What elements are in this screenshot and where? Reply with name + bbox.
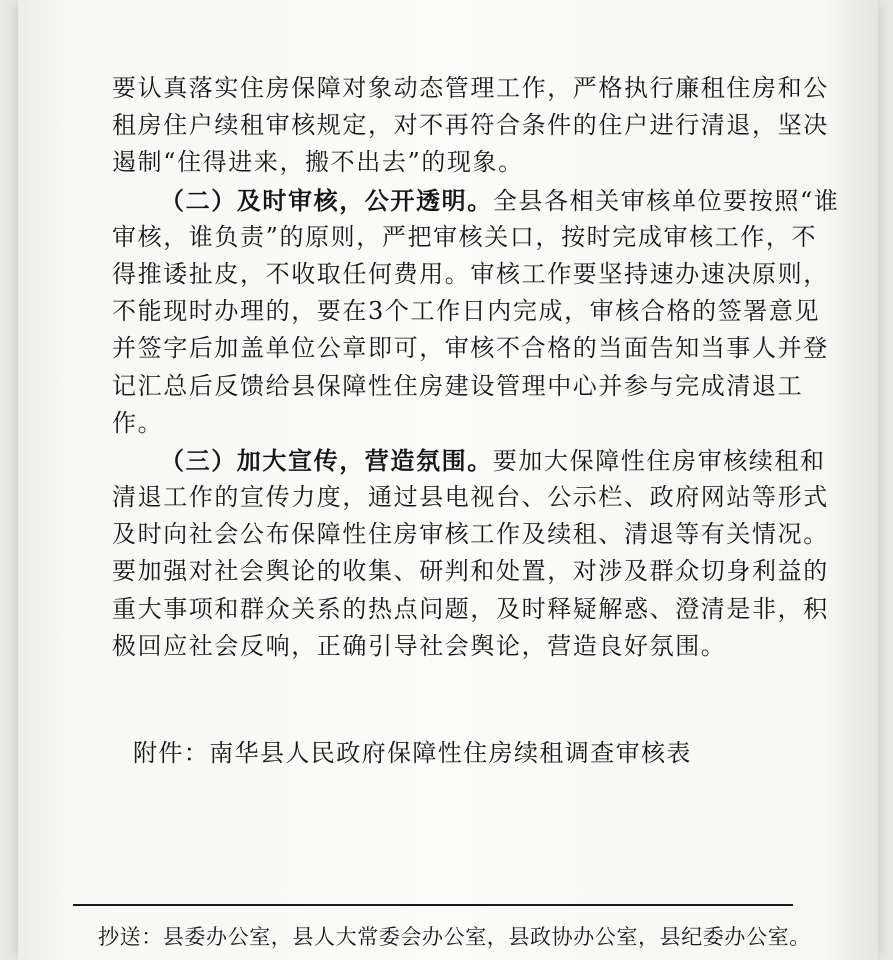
paragraph-1 (112, 70, 829, 182)
text-line: 极回应社会反响，正确引导社会舆论，营造良好氛围。 (112, 631, 727, 660)
paragraph-first-line (112, 442, 826, 479)
text-line: 重大事项和群众关系的热点问题，及时释疑解惑、澄清是非，积 (112, 594, 829, 623)
paragraph-text: 全县各相关审核单位要按照“谁 (492, 186, 840, 215)
text-line: 租房住户续租审核规定，对不再符合条件的住户进行清退，坚决 (112, 111, 829, 140)
text-line: 要加强对社会舆论的收集、研判和处置，对涉及群众切身利益的 (112, 557, 829, 586)
text-line: 并签字后加盖单位公章即可，审核不合格的当面告知当事人并登 (112, 334, 829, 363)
text-line: 清退工作的宣传力度，通过县电视台、公示栏、政府网站等形式 (112, 483, 829, 512)
text-line: 遏制“住得进来，搬不出去”的现象。 (112, 148, 524, 177)
text-line: 审核，谁负责”的原则，严把审核关口，按时完成审核工作，不 (112, 222, 818, 251)
document-page (18, 0, 878, 960)
paragraph-2 (112, 182, 840, 442)
text-line: 得推诿扯皮，不收取任何费用。审核工作要坚持速办速决原则， (112, 259, 829, 288)
document-body (112, 70, 840, 665)
paragraph-3 (112, 442, 829, 665)
paragraph-first-line (112, 182, 840, 219)
text-line: 作。 (112, 408, 164, 437)
cc-line: 抄送：县委办公室，县人大常委会办公室，县政协办公室，县纪委办公室。 (98, 925, 811, 949)
text-line: 记汇总后反馈给县保障性住房建设管理中心并参与完成清退工 (112, 371, 804, 400)
text-line: 要认真落实住房保障对象动态管理工作，严格执行廉租住房和公 (112, 74, 829, 102)
attachment-line: 附件：南华县人民政府保障性住房续租调查审核表 (133, 739, 692, 767)
paragraph-text: 要加大保障性住房审核续租和 (492, 446, 826, 475)
divider-line (73, 904, 793, 906)
text-line: 不能现时办理的，要在3个工作日内完成，审核合格的签署意见 (112, 297, 821, 326)
paragraph-heading: （三）加大宣传，营造氛围。 (160, 445, 493, 475)
text-line: 及时向社会公布保障性住房审核工作及续租、清退等有关情况。 (112, 520, 829, 549)
paragraph-heading: （二）及时审核，公开透明。 (160, 185, 493, 215)
